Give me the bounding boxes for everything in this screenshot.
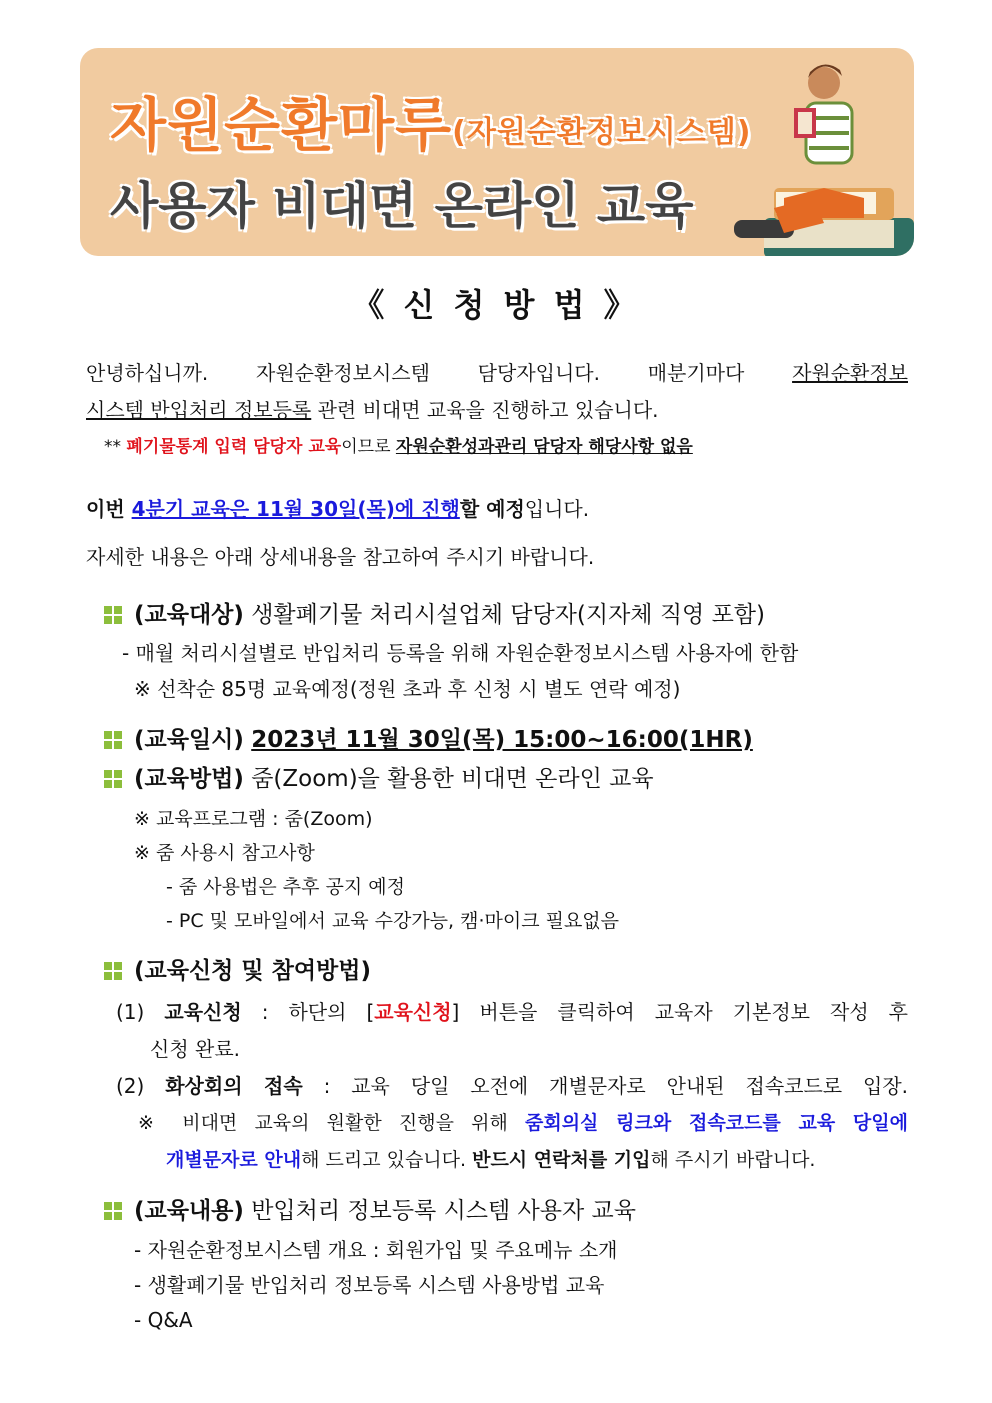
section-apply: (교육신청 및 참여방법) bbox=[104, 952, 926, 990]
section-datetime: (교육일시) 2023년 11월 30일(목) 15:00~16:00(1HR) bbox=[104, 721, 926, 759]
detail-note: 자세한 내용은 아래 상세내용을 참고하여 주시기 바랍니다. bbox=[86, 545, 595, 569]
section-target: (교육대상) 생활폐기물 처리시설업체 담당자(지자체 직영 포함) bbox=[104, 596, 926, 634]
intro-line-2: 시스템 반입처리 정보등록 관련 비대면 교육을 진행하고 있습니다. bbox=[86, 398, 659, 422]
apply-item-1: (1) 교육신청 : 하단의 [교육신청] 버튼을 클릭하여 교육자 기본정보 작성 후 bbox=[116, 1000, 909, 1024]
bullet-square-icon bbox=[104, 606, 122, 624]
schedule-line: 이번 4분기 교육은 11월 30일(목)에 진행할 예정입니다. bbox=[86, 497, 590, 521]
banner-title: 자원순환마루(자원순환정보시스템) bbox=[110, 91, 752, 159]
content-sub-1: - 자원순환정보시스템 개요 : 회원가입 및 주요메뉴 소개 bbox=[134, 1238, 618, 1262]
bullet-square-icon bbox=[104, 731, 122, 749]
apply-note-line-2: 개별문자로 안내해 드리고 있습니다. 반드시 연락처를 기입해 주시기 바랍니다. bbox=[166, 1149, 816, 1171]
bullet-square-icon bbox=[104, 962, 122, 980]
target-sub-2: ※ 선착순 85명 교육예정(정원 초과 후 신청 시 별도 연락 예정) bbox=[134, 677, 681, 701]
intro-note: ** 폐기물통계 입력 담당자 교육이므로 자원순환성과관리 담당자 해당사항 없음 bbox=[104, 437, 693, 457]
page-title: 《 신 청 방 법 》 bbox=[352, 286, 640, 324]
target-sub-1: - 매월 처리시설별로 반입처리 등록을 위해 자원순환정보시스템 사용자에 한함 bbox=[122, 641, 799, 665]
content-sub-2: - 생활폐기물 반입처리 정보등록 시스템 사용방법 교육 bbox=[134, 1273, 605, 1297]
apply-item-1-cont: 신청 완료. bbox=[150, 1037, 240, 1061]
reading-person-illustration bbox=[714, 48, 914, 256]
section-method: (교육방법) 줌(Zoom)을 활용한 비대면 온라인 교육 bbox=[104, 760, 926, 798]
banner-title-sub: (자원순환정보시스템) bbox=[452, 114, 752, 150]
bullet-square-icon bbox=[104, 770, 122, 788]
method-sub-1: ※ 교육프로그램 : 줌(Zoom) bbox=[134, 808, 373, 830]
apply-note-line-1: ※ 비대면 교육의 원활한 진행을 위해 줌회의실 링크와 접속코드를 교육 당일에 bbox=[138, 1112, 908, 1134]
method-sub-3: - 줌 사용법은 추후 공지 예정 bbox=[166, 876, 405, 898]
method-sub-4: - PC 및 모바일에서 교육 수강가능, 캠·마이크 필요없음 bbox=[166, 910, 620, 932]
method-sub-2: ※ 줌 사용시 참고사항 bbox=[134, 842, 315, 864]
section-content: (교육내용) 반입처리 정보등록 시스템 사용자 교육 bbox=[104, 1192, 926, 1230]
apply-item-2: (2) 화상회의 접속 : 교육 당일 오전에 개별문자로 안내된 접속코드로 입장. bbox=[116, 1074, 909, 1098]
content-sub-3: - Q&A bbox=[134, 1308, 193, 1332]
header-banner bbox=[80, 48, 914, 256]
intro-line-1: 안녕하십니까. 자원순환정보시스템 담당자입니다. 매분기마다 자원순환정보 bbox=[86, 361, 908, 385]
banner-subtitle: 사용자 비대면 온라인 교육 bbox=[110, 177, 694, 235]
bullet-square-icon bbox=[104, 1202, 122, 1220]
